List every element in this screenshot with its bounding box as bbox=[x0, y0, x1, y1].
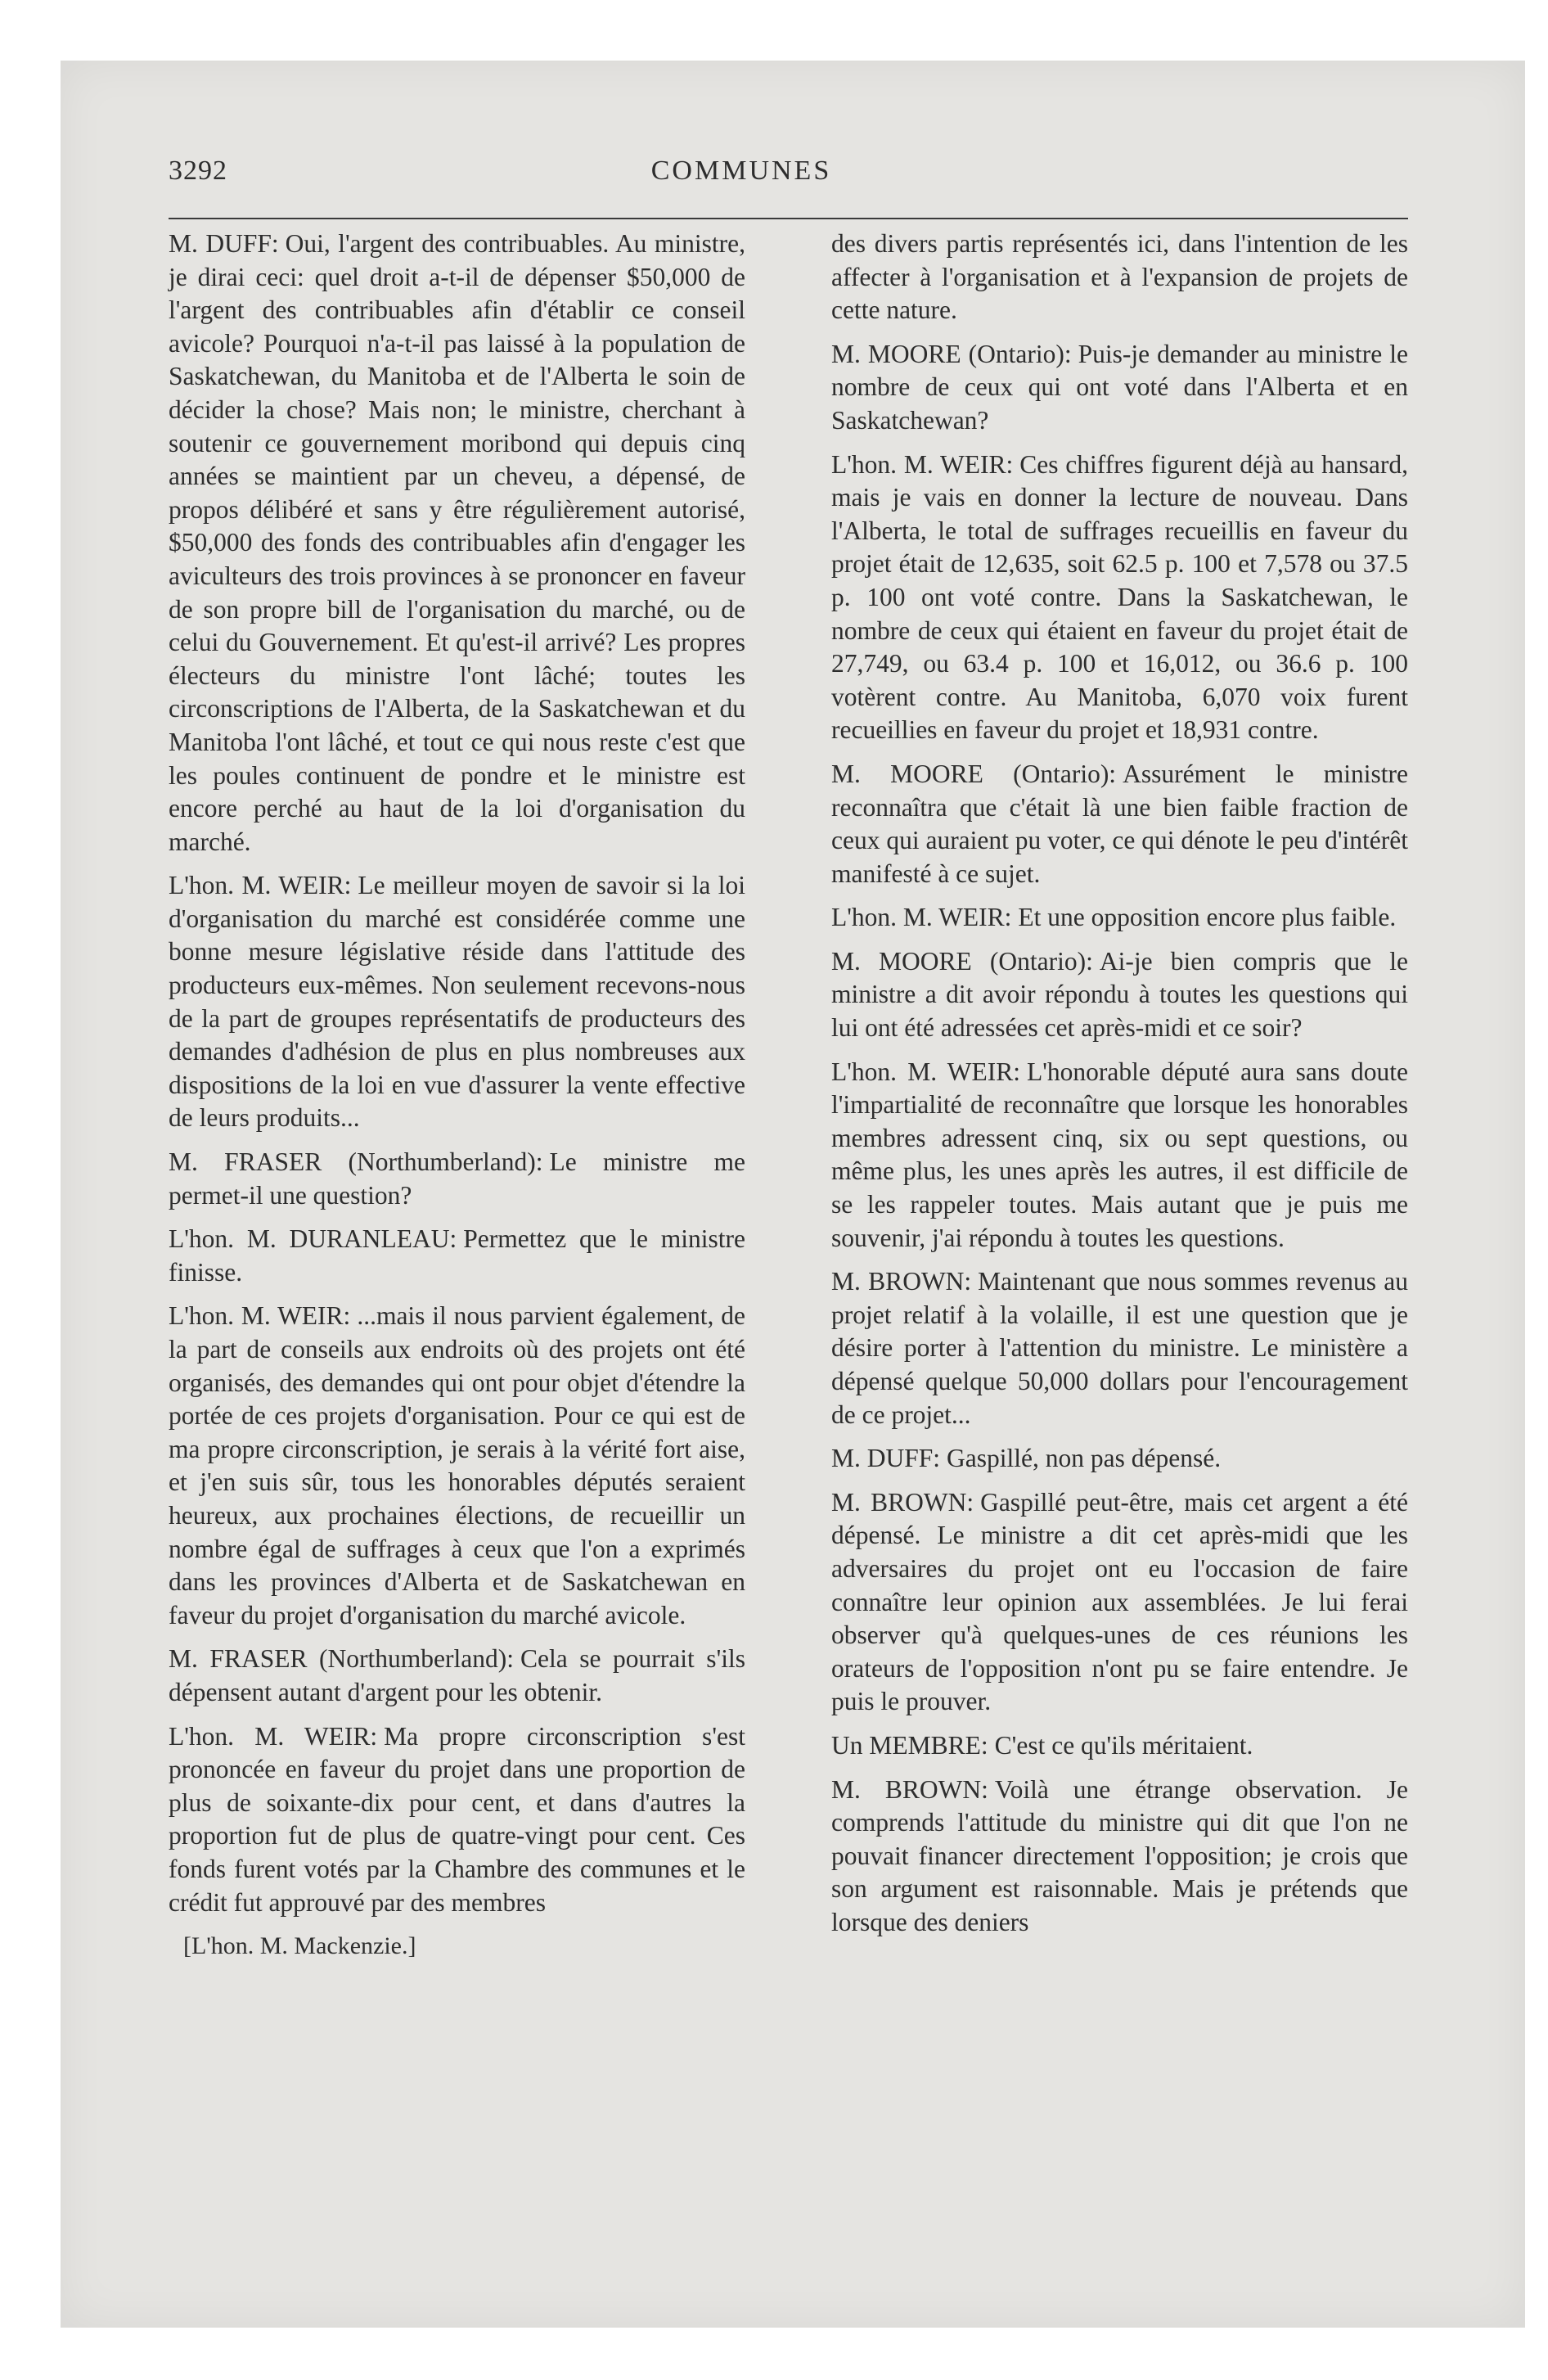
speaker-name: M. BROWN: bbox=[831, 1487, 974, 1517]
right-column bbox=[831, 228, 1408, 1963]
paragraph bbox=[831, 1729, 1408, 1763]
speech-text: Voilà une étrange observation. Je comprends l'attitude du ministre qui dit que l'on ne pouvait financer directement l'opposition; je crois que son argument est raisonnable. Mais je prétends que lorsque des deniers bbox=[831, 1774, 1408, 1936]
text-columns bbox=[169, 228, 1408, 1963]
speaker-name: M. DUFF: bbox=[831, 1444, 941, 1473]
speech-text: Ma propre circonscription s'est prononcée en faveur du projet dans une proportion de plus de soixante-dix pour cent, et dans d'autres la proportion fut de plus de quatre-vingt pour cent. Ces fonds furent votés par la Chambre des communes et le crédit fut approuvé par des membres bbox=[169, 1721, 745, 1917]
paragraph bbox=[169, 228, 745, 859]
speech-text: des divers partis représentés ici, dans l'intention de les affecter à l'organisation et à l'expansion de projets de cette nature. bbox=[831, 229, 1408, 325]
paragraph bbox=[831, 901, 1408, 935]
speech-text: Gaspillé peut-être, mais cet argent a été dépensé. Le ministre a dit cet après-midi que les adversaires du projet ont eu l'occasion de faire connaître leur opinion aux assemblées. Je lui ferai observer qu'à quelques-unes de ces réunions les orateurs de l'opposition n'ont pu se faire entendre. Je puis le prouver. bbox=[831, 1487, 1408, 1716]
speaker-reference: [L'hon. M. Mackenzie.] bbox=[183, 1932, 416, 1960]
speaker-name: L'hon. M. WEIR: bbox=[831, 903, 1012, 932]
speaker-name: M. MOORE (Ontario): bbox=[831, 946, 1093, 976]
speech-text: Permettez que le ministre finisse. bbox=[169, 1224, 746, 1287]
speaker-name: L'hon. M. WEIR: bbox=[169, 1721, 378, 1751]
speaker-name: M. DUFF: bbox=[169, 229, 279, 258]
paragraph bbox=[169, 1300, 745, 1632]
speaker-name: L'hon. M. WEIR: bbox=[169, 871, 352, 900]
speech-text: Le meilleur moyen de savoir si la loi d'organisation du marché est considérée comme une bonne mesure législative réside dans l'attitude des producteurs eux-mêmes. Non seulement recevons-nous de la part de groupes représentatifs de producteurs des demandes d'adhésion de plus en plus nombreuses aux dispositions de la loi en vue d'assurer la vente effective de leurs produits... bbox=[169, 871, 745, 1133]
paragraph bbox=[831, 758, 1408, 890]
paragraph bbox=[169, 1643, 745, 1709]
page bbox=[79, 156, 1409, 1960]
speaker-name: M. FRASER (Northumberland): bbox=[169, 1644, 514, 1674]
speech-text: Puis-je demander au ministre le nombre de ceux qui ont voté dans l'Alberta et en Saskatchewan? bbox=[831, 339, 1408, 435]
paragraph bbox=[831, 338, 1408, 438]
speaker-name: M. BROWN: bbox=[831, 1267, 972, 1296]
speech-text: Cela se pourrait s'ils dépensent autant d'argent pour les obtenir. bbox=[169, 1644, 746, 1706]
paragraph bbox=[831, 1056, 1408, 1255]
running-title: COMMUNES bbox=[650, 156, 832, 186]
speech-text: Assurément le ministre reconnaîtra que c'était là une bien faible fraction de ceux qui auraient pu voter, ce qui dénote le peu d'intérêt manifesté à ce sujet. bbox=[831, 759, 1409, 888]
paragraph bbox=[169, 869, 745, 1135]
speaker-name: L'hon. M. DURANLEAU: bbox=[169, 1224, 457, 1254]
paragraph bbox=[831, 1265, 1408, 1431]
speaker-name: L'hon. M. WEIR: bbox=[831, 1057, 1020, 1086]
speech-text: Et une opposition encore plus faible. bbox=[1018, 903, 1397, 932]
paragraph bbox=[169, 1720, 745, 1920]
speaker-name: L'hon. M. WEIR: bbox=[169, 1301, 351, 1331]
left-column bbox=[169, 228, 745, 1963]
speech-text: ...mais il nous parvient également, de la part de conseils aux endroits où des projets ont été organisés, des demandes qui ont pour objet d'étendre la portée de ces projets d'organisation. Pour ce qui est de ma propre circonscription, je serais à la vérité fort aise, et j'en suis sûr, tous les honorables députés seraient heureux, aux prochaines élections, de recueillir un nombre égal de suffrages à ceux que l'on a exprimés dans les provinces d'Alberta et de Saskatchewan en faveur du projet d'organisation du marché avicole. bbox=[169, 1301, 745, 1629]
paragraph bbox=[831, 1774, 1408, 1940]
page-header bbox=[79, 156, 1404, 203]
paragraph bbox=[831, 1442, 1408, 1476]
speaker-name: M. FRASER (Northumberland): bbox=[169, 1147, 543, 1177]
speech-text: Oui, l'argent des contribuables. Au ministre, je dirai ceci: quel droit a-t-il de dépenser $50,000 de l'argent des contribuables afin d'établir ce conseil avicole? Pourquoi n'a-t-il pas laissé à la population de Saskatchewan, du Manitoba et de l'Alberta le soin de décider la chose? Mais non; le ministre, cherchant à soutenir ce gouvernement moribond qui depuis cinq années se maintient par un cheveu, a dépensé, de propos délibéré et sans y être régulièrement autorisé, $50,000 des fonds des contribuables afin d'engager les aviculteurs des trois provinces à se prononcer en faveur de son propre bill de l'organisation du marché, ou de celui du Gouvernement. Et qu'est-il arrivé? Les propres électeurs du ministre l'ont lâché; toutes les circonscriptions de l'Alberta, de la Saskatchewan et du Manitoba l'ont lâché, et tout ce qui nous reste c'est que les poules continuent de pondre et le ministre est encore perché au haut de la loi d'organisation du marché. bbox=[169, 229, 745, 856]
paragraph bbox=[831, 945, 1408, 1045]
speaker-name: L'hon. M. WEIR: bbox=[831, 449, 1014, 479]
speech-text: Maintenant que nous sommes revenus au projet relatif à la volaille, il est une question que je désire porter à l'attention du ministre. Le ministère a dépensé quelque 50,000 dollars pour l'encouragement de ce projet... bbox=[831, 1267, 1408, 1429]
speaker-name: M. MOORE (Ontario): bbox=[831, 339, 1072, 368]
paragraph bbox=[831, 228, 1408, 327]
paragraph bbox=[831, 449, 1408, 747]
speech-text: C'est ce qu'ils méritaient. bbox=[994, 1730, 1253, 1760]
paragraph bbox=[169, 1223, 745, 1289]
page-number: 3292 bbox=[169, 156, 227, 186]
speech-text: Le ministre me permet-il une question? bbox=[169, 1147, 745, 1210]
paragraph bbox=[831, 1486, 1408, 1719]
speech-text: Ai-je bien compris que le ministre a dit avoir répondu à toutes les questions qui lui ont été adressées cet après-midi et ce soir? bbox=[831, 946, 1408, 1043]
header-rule bbox=[169, 218, 1408, 219]
speech-text: L'honorable député aura sans doute l'impartialité de reconnaître que lorsque les honorables membres adressent cinq, six ou sept questions, ou même plus, les unes après les autres, il est difficile de se les rappeler toutes. Mais autant que je puis me souvenir, j'ai répondu à toutes les questions. bbox=[831, 1057, 1408, 1252]
speech-text: Gaspillé, non pas dépensé. bbox=[947, 1444, 1222, 1473]
speaker-name: M. BROWN: bbox=[831, 1774, 988, 1804]
paragraph bbox=[169, 1146, 745, 1212]
speaker-name: Un MEMBRE: bbox=[831, 1730, 988, 1760]
speaker-name: M. MOORE (Ontario): bbox=[831, 759, 1117, 788]
speech-text: Ces chiffres figurent déjà au hansard, mais je vais en donner la lecture de nouveau. Dans l'Alberta, le total de suffrages recueillis en faveur du projet était de 12,635, soit 62.5 p. 100 et 7,578 ou 37.5 p. 100 ont voté contre. Dans la Saskatchewan, le nombre de ceux qui étaient en faveur du projet était de 27,749, ou 63.4 p. 100 et 16,012, ou 36.6 p. 100 votèrent contre. Au Manitoba, 6,070 voix furent recueillies en faveur du projet et 18,931 contre. bbox=[831, 449, 1408, 745]
